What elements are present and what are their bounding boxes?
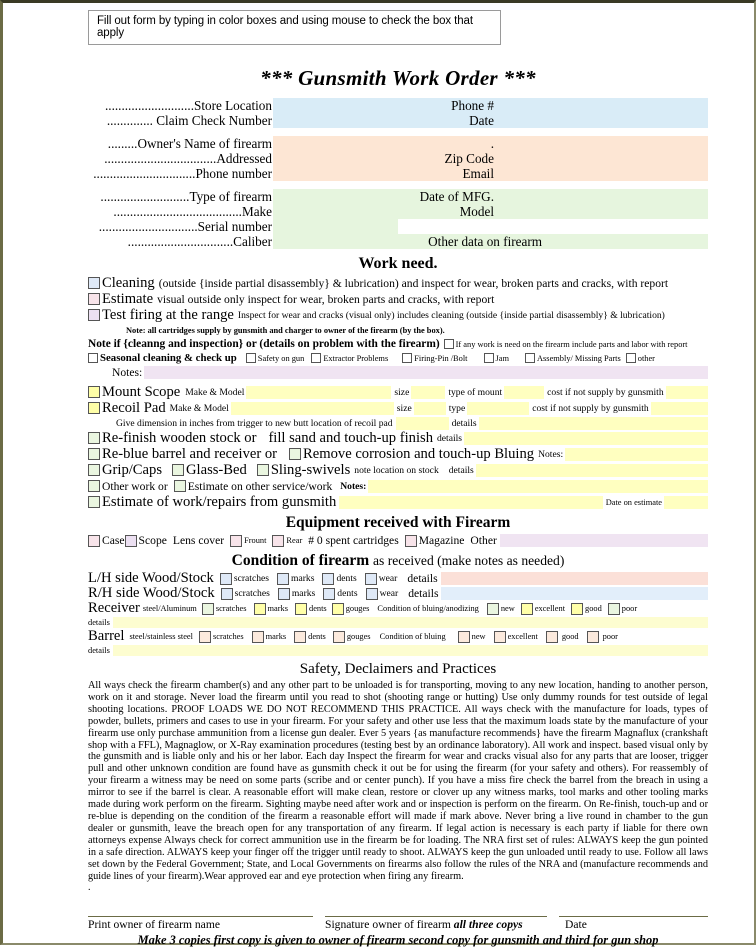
label-mount-scope: Mount Scope <box>102 383 181 400</box>
label-signature-date: Date <box>565 918 587 932</box>
input-phone-number[interactable] <box>273 166 398 181</box>
detail-note-if: If any work is need on the firearm include parts and labor with report <box>455 339 688 349</box>
label-receiver-poor: poor <box>621 604 638 613</box>
label-barrel-gouges: gouges <box>346 632 371 641</box>
label-other-work: Other work or <box>102 479 168 493</box>
detail-cleaning: (outside {inside partial disassembly} & lubrication) and inspect for wear, broken parts and cracks, with report <box>158 276 669 290</box>
label-type-of-firearm: ...........................Type of firearm <box>100 189 272 204</box>
input-phone-number-store[interactable] <box>498 98 708 113</box>
work-row-notes <box>88 365 708 380</box>
input-recoil-pad-make-model[interactable] <box>231 402 394 415</box>
form-content <box>88 3 708 948</box>
label-mount-scope-type: type of mount <box>448 386 503 398</box>
label-barrel-scratches: scratches <box>212 632 244 641</box>
signature-footer-note: Make 3 copies first copy is given to owner of firearm second copy for gunsmith and third for gun shop <box>137 933 659 948</box>
work-row-note-if <box>88 337 708 351</box>
spacer-boxl-2 <box>273 181 398 189</box>
checkbox-assembly-missing-parts[interactable] <box>525 353 535 363</box>
input-store-location[interactable] <box>273 98 398 113</box>
checkbox-lens-cover-rear[interactable] <box>272 535 284 547</box>
label-barrel-details: details <box>88 646 110 655</box>
label-rh-scratches: scratches <box>234 588 270 599</box>
label-lh-marks: marks <box>291 573 315 584</box>
input-addressed[interactable] <box>273 151 398 166</box>
condition-row-rh <box>88 586 708 601</box>
input-reblue-notes[interactable] <box>565 448 708 461</box>
detail-test-firing: Inspect for wear and cracks (visual only) includes cleaning (outside {inside partial disassembly} & lubrication) <box>237 309 665 321</box>
checkbox-barrel-poor[interactable] <box>587 631 599 643</box>
checkbox-receiver-excellent[interactable] <box>521 603 533 615</box>
input-date-of-mfg[interactable] <box>498 189 708 204</box>
checkbox-grip-caps[interactable] <box>88 464 100 476</box>
checkbox-note-if[interactable] <box>444 339 454 349</box>
label-owner-name: .........Owner's Name of firearm <box>107 136 272 151</box>
label-barrel-bluing: Condition of bluing <box>379 632 446 641</box>
checkbox-lens-cover-front[interactable] <box>230 535 242 547</box>
field-row-phone-number <box>88 166 708 181</box>
input-owner-name[interactable] <box>273 136 398 151</box>
instruction-banner: Fill out form by typing in color boxes and using mouse to check the box that apply <box>88 10 501 45</box>
condition-row-barrel-details <box>88 644 708 657</box>
label-glass-bed: Glass-Bed <box>186 461 247 478</box>
label-reblue-notes: Notes: <box>538 448 564 460</box>
label-other-problem: other <box>637 353 655 363</box>
condition-heading-rest: as received (make notes as needed) <box>373 553 565 568</box>
input-model[interactable] <box>498 204 708 219</box>
label-jam: Jam <box>495 353 509 363</box>
label-date-top: Date <box>398 113 498 128</box>
page-title: *** Gunsmith Work Order *** <box>260 66 536 90</box>
signature-line-owner[interactable] <box>325 904 547 917</box>
work-row-cleaning <box>88 275 708 291</box>
checkbox-other-work[interactable] <box>88 480 100 492</box>
checkbox-refinish-wooden-stock[interactable] <box>88 432 100 444</box>
input-serial-number[interactable] <box>273 219 398 234</box>
label-seasonal-cleaning: Seasonal cleaning & check up <box>100 351 237 364</box>
label-other-work-notes: Notes: <box>340 480 367 492</box>
label-recoil-details: details <box>451 417 477 429</box>
checkbox-test-firing[interactable] <box>88 309 100 321</box>
input-sling-details[interactable] <box>476 464 708 477</box>
label-fill-sand-touchup: fill sand and touch-up finish <box>268 429 433 446</box>
checkbox-rh-wear[interactable] <box>366 588 378 600</box>
label-owner-dot: . <box>398 136 498 151</box>
label-recoil-pad-make-model: Make & Model <box>169 402 229 414</box>
label-refinish-wooden-stock: Re-finish wooden stock or <box>102 429 257 446</box>
checkbox-rh-dents[interactable] <box>323 588 335 600</box>
label-serial-number: ..............................Serial number <box>98 219 272 234</box>
safety-trailing-dot: . <box>88 882 91 894</box>
checkbox-firing-pin-bolt[interactable] <box>402 353 412 363</box>
input-other-data[interactable] <box>546 234 708 249</box>
input-rh-details[interactable] <box>441 587 708 600</box>
label-model: Model <box>398 204 498 219</box>
label-signature-owner <box>325 918 565 931</box>
label-lh-dents: dents <box>336 573 357 584</box>
label-lh-details: details <box>407 572 438 585</box>
input-date-top[interactable] <box>498 113 708 128</box>
field-row-owner-name <box>88 136 708 151</box>
checkbox-lh-wear[interactable] <box>365 573 377 585</box>
label-store-location: ...........................Store Location <box>104 98 272 113</box>
label-rh-wear: wear <box>379 588 399 599</box>
work-row-reblue <box>88 446 708 462</box>
label-recoil-pad-cost: cost if not supply by gunsmith <box>532 402 649 414</box>
checkbox-barrel-dents[interactable] <box>294 631 306 643</box>
work-row-recoil-pad <box>88 400 708 416</box>
label-recoil-pad-type: type <box>448 402 466 414</box>
checkbox-receiver-gouges[interactable] <box>332 603 344 615</box>
label-all-three-copys: all three copys <box>453 918 523 932</box>
label-barrel-excellent: excellent <box>507 632 538 641</box>
label-barrel-poor: poor <box>602 632 618 641</box>
field-row-make <box>88 204 708 219</box>
label-notes-work: Notes: <box>112 366 143 379</box>
section-heading-condition <box>88 552 708 570</box>
label-grip-caps: Grip/Caps <box>102 461 162 478</box>
field-row-spacer-1 <box>88 128 708 136</box>
input-mount-scope-size[interactable] <box>411 386 445 399</box>
label-print-owner: Print owner of firearm name <box>88 918 220 932</box>
checkbox-receiver-scratches[interactable] <box>202 603 214 615</box>
checkbox-rh-scratches[interactable] <box>221 588 233 600</box>
label-date-on-estimate: Date on estimate <box>605 497 662 507</box>
label-barrel-material: steel/stainless steel <box>129 632 193 641</box>
condition-row-receiver <box>88 601 708 616</box>
label-lh-side: L/H side Wood/Stock <box>88 570 214 586</box>
condition-heading-bold: Condition of firearm <box>231 552 370 569</box>
section-heading-safety: Safety, Declaimers and Practices <box>299 661 497 677</box>
label-zip-code: Zip Code <box>398 151 498 166</box>
checkbox-lh-marks[interactable] <box>277 573 289 585</box>
input-estimate-of-work[interactable] <box>339 496 602 509</box>
condition-row-barrel <box>88 629 708 644</box>
input-email[interactable] <box>498 166 708 181</box>
checkbox-seasonal-cleaning[interactable] <box>88 353 98 363</box>
label-lh-scratches: scratches <box>233 573 270 584</box>
label-receiver-material: steel/Aluminum <box>142 604 197 613</box>
signature-lines <box>88 903 708 917</box>
checkbox-estimate-other-service[interactable] <box>174 480 186 492</box>
input-recoil-pad-type[interactable] <box>467 402 529 415</box>
checkbox-safety-on-gun[interactable] <box>246 353 256 363</box>
section-heading-work-need: Work need. <box>358 255 438 272</box>
label-magazine: Magazine <box>418 534 465 547</box>
checkbox-barrel-gouges[interactable] <box>333 631 345 643</box>
spacer-lblr-1 <box>398 128 498 136</box>
input-owner-extra[interactable] <box>498 136 708 151</box>
input-lh-details[interactable] <box>441 572 708 585</box>
label-receiver-excellent: excellent <box>534 604 566 613</box>
top-field-grid <box>88 98 708 249</box>
checkbox-rh-marks[interactable] <box>278 588 290 600</box>
work-row-grip-glassbed-sling <box>88 462 708 478</box>
input-notes-work[interactable] <box>144 366 708 379</box>
label-receiver-bluing: Condition of bluing/anodizing <box>377 604 479 613</box>
safety-body-text: All ways check the firearm chamber(s) and any other part to be unloaded is for transporting, moving to any new location, handing to another person, work on it and storage. Never load the firearm until you read to shot (shooting range or hutting) Use only dummy rounds for test outside of legal shooting locations. PROOF LOADS WE DO NOT RECOMMEND THIS PRACTICE. All ways check with the manufacture for loads, types of powder, bullets, primers and cases to use in your firearm. For your safety and other use less that the maximum loads state by the manufacture of your firearm use only purchase ammunition from a license gun dealer. Ever 5 years {as manufacture recommends} have the firearm Magnaflux (crankshaft shop with a FFL), Magnaglow, or X-Ray examination procedures (testing best by an ordinance laboratory). All work and inspect. based visual only by the gunsmith and is liable only and his or her labor. Each day Inspect the firearm for wear and cracks visual also for any parts that are looser, trigger pull and other unknown condition are found have as gunsmith check it out be for using the firearm (for your safety and others). For reassembly of your firearm a witness may be need on some parts (scribe and or center punch). If you have a miss fire check the barrel from the breach in using a mirror to see if the barrel is clear. A reasonable effort will make clean, restore or clover up any witness marks, tool marks and other tooling marks made during work perform on the firearm. Sighting maybe need after work and or inspection is perform on the firearm. On Re-finish, touch-up and or re-blue is depending on the condition of the firearm a reasonable effort will made if mark above. Never bring a live round in chamber to the gun dealer or gunsmith, leave the breach open for any transportation of any firearm. If legal action is necessary is each party if liable for there own attorneys expense Always check for correct ammunition use in the firearm be for loading. The NRA first set of rules: ALWAYS keep the gun pointed in a safe direction. ALWAYS keep your finger off the trigger until ready to shoot. ALWAYS keep the gun unloaded until ready to use. Follow all laws set down by the Federal Government; State, and Local Governments on firearms also follow the rules of the NRA and (manufacture recommends and guide lines of your firearm).Wear approved ear and eye protection when firing any firearm. <box>88 680 708 882</box>
label-receiver-dents: dents <box>309 604 327 613</box>
work-row-seasonal <box>88 351 708 365</box>
condition-row-receiver-details <box>88 616 708 629</box>
field-row-spacer-2 <box>88 181 708 189</box>
note-test-firing: Note: all cartridges supply by gunsmith and charger to owner of the firearm (by the box). <box>126 325 445 335</box>
label-estimate: Estimate <box>102 290 154 307</box>
label-other-data: Other data on firearm <box>398 234 546 249</box>
field-row-caliber <box>88 234 708 249</box>
work-row-test-firing-note <box>88 323 708 337</box>
field-row-store-location <box>88 98 708 113</box>
label-recoil-pad-size: size <box>396 402 412 414</box>
label-lens-cover: Lens cover <box>172 534 225 547</box>
input-zip-code[interactable] <box>498 151 708 166</box>
input-mount-scope-type[interactable] <box>504 386 544 399</box>
input-receiver-details[interactable] <box>113 617 708 628</box>
label-firing-pin-bolt: Firing-Pin /Bolt <box>414 353 468 363</box>
label-remove-corrosion: Remove corrosion and touch-up Bluing <box>303 445 535 462</box>
checkbox-barrel-marks[interactable] <box>252 631 264 643</box>
input-recoil-dimension[interactable] <box>396 417 449 430</box>
label-scope: Scope <box>138 534 167 547</box>
label-equipment-other: Other <box>470 534 497 547</box>
input-refinish-details[interactable] <box>464 432 708 445</box>
label-safety-on-gun: Safety on gun <box>257 353 305 363</box>
checkbox-scope[interactable] <box>125 535 137 547</box>
work-row-mount-scope <box>88 384 708 400</box>
spacer-boxr-2 <box>498 181 708 189</box>
label-rh-marks: marks <box>291 588 316 599</box>
label-sling-swivels: Sling-swivels <box>270 461 351 478</box>
label-sling-note: note location on stock <box>354 464 439 476</box>
label-claim-check-number: .............. Claim Check Number <box>106 113 272 128</box>
spacer-boxl-1 <box>273 128 398 136</box>
label-date-of-mfg: Date of MFG. <box>398 189 498 204</box>
section-heading-equipment: Equipment received with Firearm <box>285 514 511 531</box>
label-case: Case <box>102 534 125 547</box>
checkbox-barrel-good[interactable] <box>546 631 558 643</box>
checkbox-barrel-excellent[interactable] <box>494 631 506 643</box>
label-lh-wear: wear <box>378 573 398 584</box>
label-mount-scope-cost: cost if not supply by gunsmith <box>547 386 664 398</box>
label-receiver: Receiver <box>88 600 140 616</box>
field-row-type-of-firearm <box>88 189 708 204</box>
input-barrel-details[interactable] <box>113 645 708 656</box>
label-estimate-other-service: Estimate on other service/work <box>187 479 333 493</box>
input-recoil-details[interactable] <box>479 417 708 430</box>
input-mount-scope-make-model[interactable] <box>246 386 391 399</box>
label-lens-cover-front: Frount <box>244 536 267 545</box>
label-make: .......................................Make <box>113 204 272 219</box>
input-serial-blank <box>498 219 708 234</box>
label-addressed: ..................................Addressed <box>104 151 272 166</box>
detail-estimate: visual outside only inspect for wear, broken parts and cracks, with report <box>157 292 495 306</box>
checkbox-estimate-of-work[interactable] <box>88 496 100 508</box>
label-receiver-marks: marks <box>267 604 288 613</box>
checkbox-barrel-scratches[interactable] <box>199 631 211 643</box>
label-receiver-new: new <box>500 604 515 613</box>
work-row-estimate <box>88 291 708 307</box>
label-receiver-gouges: gouges <box>345 604 370 613</box>
input-claim-check-number[interactable] <box>273 113 398 128</box>
label-recoil-pad: Recoil Pad <box>102 399 166 416</box>
label-mount-scope-size: size <box>394 386 410 398</box>
work-row-other-work <box>88 478 708 494</box>
label-barrel-dents: dents <box>308 632 326 641</box>
checkbox-estimate[interactable] <box>88 293 100 305</box>
label-barrel-new: new <box>471 632 486 641</box>
field-row-addressed <box>88 151 708 166</box>
spacer-boxr-1 <box>498 128 708 136</box>
checkbox-magazine[interactable] <box>405 535 417 547</box>
signature-line-print-owner[interactable] <box>88 904 313 917</box>
checkbox-receiver-marks[interactable] <box>254 603 266 615</box>
checkbox-mount-scope[interactable] <box>88 386 100 398</box>
work-row-test-firing <box>88 307 708 323</box>
label-spent-cartridges: # 0 spent cartridges <box>308 534 399 547</box>
label-barrel-good: good <box>561 632 579 641</box>
input-caliber[interactable] <box>273 234 398 249</box>
checkbox-jam[interactable] <box>484 353 494 363</box>
input-other-work-notes[interactable] <box>368 480 708 493</box>
label-rh-dents: dents <box>337 588 358 599</box>
label-lens-cover-rear: Rear <box>286 536 303 545</box>
spacer-lblr-2 <box>398 181 498 189</box>
label-reblue-barrel-receiver: Re-blue barrel and receiver or <box>102 445 278 462</box>
label-mount-scope-make-model: Make & Model <box>185 386 245 398</box>
label-signature-owner-text: Signature owner of firearm <box>325 918 451 932</box>
instruction-bar-wrap <box>88 3 708 45</box>
work-row-recoil-dimension <box>88 416 708 430</box>
checkbox-cleaning[interactable] <box>88 277 100 289</box>
checkbox-receiver-good[interactable] <box>571 603 583 615</box>
label-sling-details: details <box>448 464 474 476</box>
input-equipment-other[interactable] <box>500 534 708 547</box>
checkbox-reblue-barrel-receiver[interactable] <box>88 448 100 460</box>
field-row-serial-number <box>88 219 708 234</box>
label-receiver-details: details <box>88 618 110 627</box>
label-extractor-problems: Extractor Problems <box>323 353 389 363</box>
checkbox-receiver-poor[interactable] <box>608 603 620 615</box>
checkbox-lh-dents[interactable] <box>322 573 334 585</box>
label-phone-number: ...............................Phone number <box>93 166 272 181</box>
input-type-of-firearm[interactable] <box>273 189 398 204</box>
checkbox-remove-corrosion[interactable] <box>289 448 301 460</box>
checkbox-lh-scratches[interactable] <box>220 573 232 585</box>
label-assembly-missing-parts: Assembly/ Missing Parts <box>537 353 621 363</box>
checkbox-barrel-new[interactable] <box>458 631 470 643</box>
label-rh-details: details <box>408 587 439 600</box>
checkbox-extractor-problems[interactable] <box>311 353 321 363</box>
checkbox-sling-swivels[interactable] <box>257 464 269 476</box>
label-recoil-dimension-note: Give dimension in inches from trigger to new butt location of recoil pad <box>116 417 393 429</box>
label-receiver-scratches: scratches <box>215 604 247 613</box>
field-row-claim-check <box>88 113 708 128</box>
checkbox-other-problem[interactable] <box>626 353 636 363</box>
spacer-left-1 <box>88 128 273 136</box>
label-refinish-details: details <box>437 432 463 444</box>
input-make[interactable] <box>273 204 398 219</box>
work-row-refinish <box>88 430 708 446</box>
input-recoil-pad-size[interactable] <box>414 402 446 415</box>
spacer-left-2 <box>88 181 273 189</box>
condition-row-lh <box>88 571 708 586</box>
checkbox-receiver-dents[interactable] <box>295 603 307 615</box>
label-barrel: Barrel <box>88 628 125 644</box>
input-mount-scope-cost[interactable] <box>666 386 708 399</box>
signature-line-date[interactable] <box>559 904 708 917</box>
work-row-estimate-of-work <box>88 494 708 510</box>
label-receiver-good: good <box>585 604 602 613</box>
label-note-if: Note if {cleanng and inspection} or (details on problem with the firearm) <box>88 337 440 350</box>
input-date-on-estimate[interactable] <box>664 496 708 509</box>
label-caliber: ................................Caliber <box>127 234 272 249</box>
label-test-firing: Test firing at the range <box>102 306 234 323</box>
label-cleaning: Cleaning <box>102 274 155 291</box>
label-serial-blank <box>398 219 498 234</box>
checkbox-receiver-new[interactable] <box>487 603 499 615</box>
checkbox-case[interactable] <box>88 535 100 547</box>
checkbox-glass-bed[interactable] <box>172 464 184 476</box>
label-rh-side: R/H side Wood/Stock <box>88 585 215 601</box>
input-recoil-pad-cost[interactable] <box>651 402 708 415</box>
equipment-row <box>88 533 708 548</box>
label-email: Email <box>398 166 498 181</box>
label-estimate-of-work: Estimate of work/repairs from gunsmith <box>102 493 337 510</box>
label-phone-number-store: Phone # <box>398 98 498 113</box>
signature-labels <box>88 918 708 931</box>
checkbox-recoil-pad[interactable] <box>88 402 100 414</box>
label-barrel-marks: marks <box>265 632 287 641</box>
